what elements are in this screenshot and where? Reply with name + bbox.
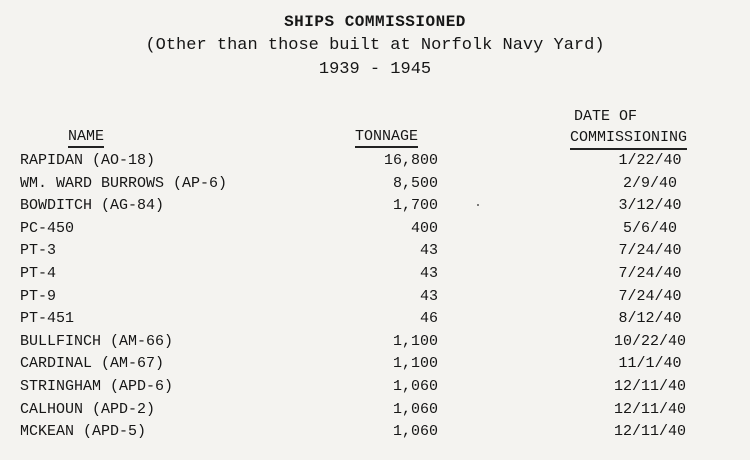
ship-tonnage: 1,100	[392, 355, 438, 373]
table-row	[0, 195, 750, 218]
commission-date: 8/12/40	[618, 310, 682, 328]
ship-name: MCKEAN (APD-5)	[20, 423, 147, 441]
commission-date: 10/22/40	[613, 332, 686, 350]
ship-name: PT-3	[20, 242, 57, 260]
commission-date: 7/24/40	[618, 287, 682, 305]
ship-name: RAPIDAN (AO-18)	[20, 152, 156, 169]
table-row	[0, 263, 750, 286]
ship-name: BULLFINCH (AM-66)	[20, 332, 174, 350]
table-row	[0, 173, 750, 196]
ship-tonnage: 43	[419, 264, 438, 282]
ship-tonnage: 1,060	[392, 400, 438, 418]
table-row	[0, 353, 750, 376]
table-row	[0, 150, 750, 173]
column-header-tonnage: TONNAGE	[355, 128, 418, 148]
ship-name: CALHOUN (APD-2)	[20, 400, 156, 418]
ship-name: PT-451	[20, 310, 75, 328]
commission-date: 7/24/40	[618, 264, 682, 282]
table-row	[0, 331, 750, 354]
title-block	[0, 10, 750, 82]
table-row	[0, 376, 750, 399]
table-row	[0, 399, 750, 422]
column-header-date	[570, 106, 725, 150]
commission-date: 7/24/40	[618, 242, 682, 260]
ship-tonnage: 1,100	[392, 332, 438, 350]
table-row	[0, 308, 750, 331]
ship-name: STRINGHAM (APD-6)	[20, 377, 174, 395]
ships-table	[0, 150, 750, 444]
ship-tonnage: 400	[410, 219, 438, 237]
paper-speck	[477, 204, 479, 206]
ship-name: CARDINAL (AM-67)	[20, 355, 165, 373]
ship-tonnage: 1,060	[392, 423, 438, 441]
column-header-name: NAME	[68, 128, 104, 148]
table-row	[0, 421, 750, 444]
commission-date: 5/6/40	[622, 219, 677, 237]
table-row	[0, 240, 750, 263]
commission-date: 3/12/40	[618, 197, 682, 215]
commission-date: 12/11/40	[613, 377, 686, 395]
ship-tonnage: 46	[419, 310, 438, 328]
column-header-date-line2: COMMISSIONING	[570, 127, 687, 150]
ship-name: WM. WARD BURROWS (AP-6)	[20, 174, 228, 192]
ship-name: BOWDITCH (AG-84)	[20, 197, 165, 215]
commission-date: 11/1/40	[618, 355, 682, 373]
commission-date: 12/11/40	[613, 400, 686, 418]
commission-date: 12/11/40	[613, 423, 686, 441]
date-range: 1939 - 1945	[318, 60, 432, 79]
commission-date: 2/9/40	[622, 174, 677, 192]
ship-tonnage: 43	[419, 287, 438, 305]
ship-name: PT-4	[20, 264, 57, 282]
ship-tonnage: 16,800	[383, 152, 438, 169]
ship-name: PT-9	[20, 287, 57, 305]
commission-date: 1/22/40	[618, 152, 682, 169]
ship-tonnage: 43	[419, 242, 438, 260]
ship-name: PC-450	[20, 219, 75, 237]
ship-tonnage: 8,500	[392, 174, 438, 192]
ship-tonnage: 1,060	[392, 377, 438, 395]
page-title: SHIPS COMMISSIONED	[284, 13, 466, 31]
table-row	[0, 286, 750, 309]
ship-tonnage: 1,700	[392, 197, 438, 215]
table-row	[0, 218, 750, 241]
page-subtitle: (Other than those built at Norfolk Navy Yard)	[145, 36, 605, 55]
column-header-date-line1: DATE OF	[574, 108, 638, 125]
